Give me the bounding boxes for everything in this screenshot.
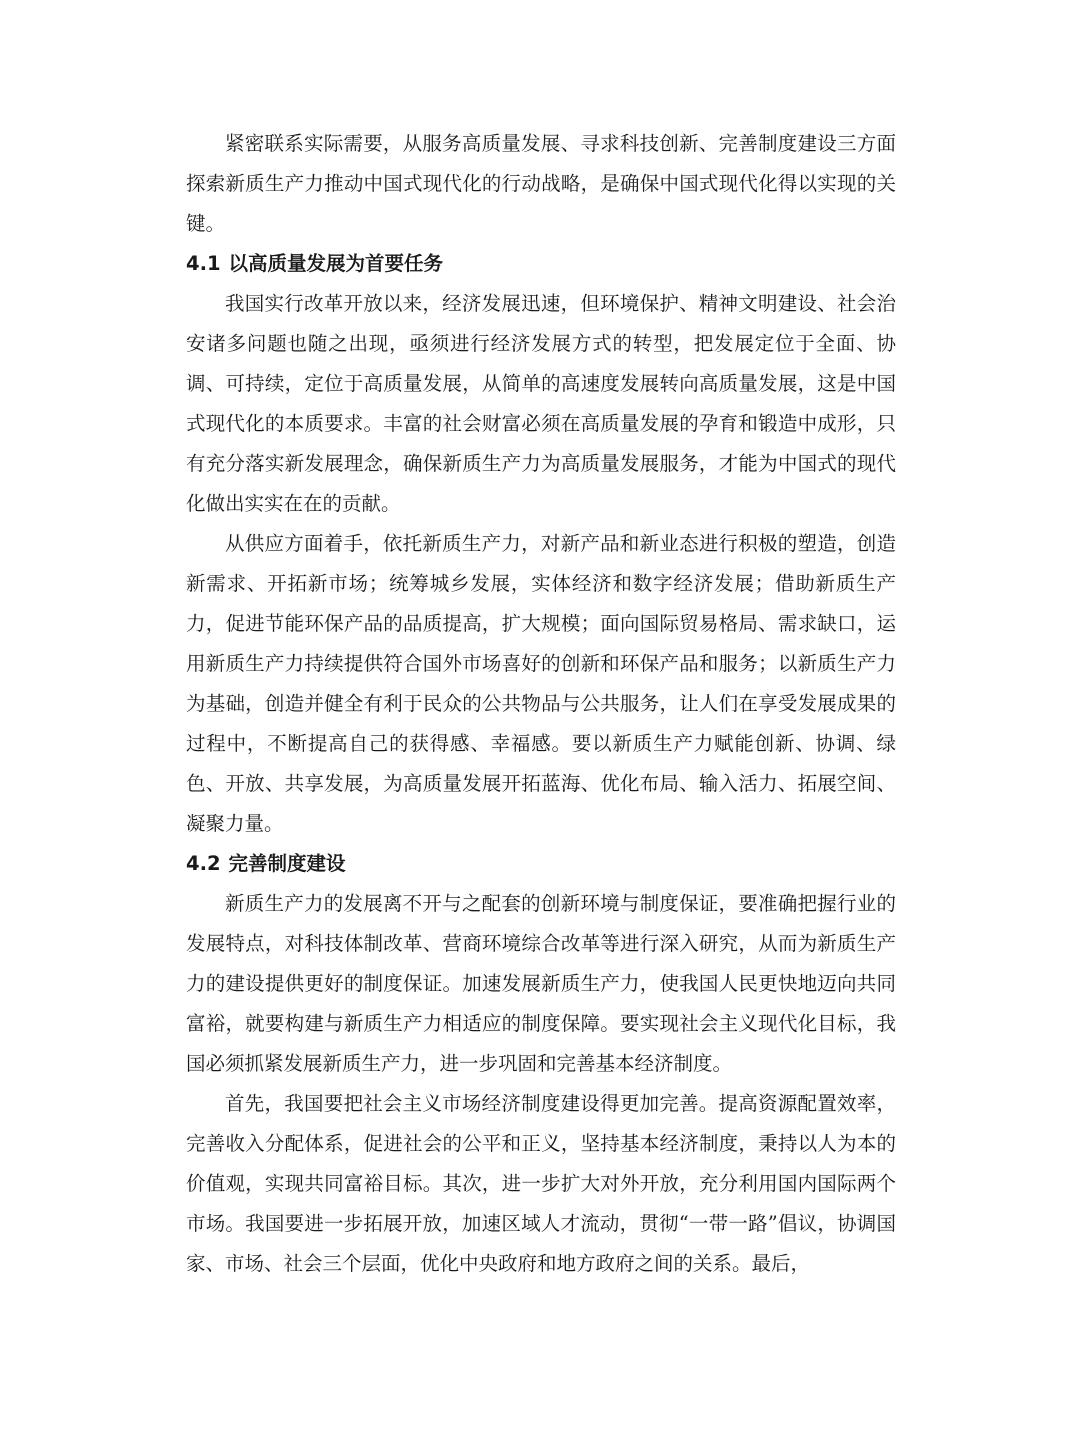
section-title: 完善制度建设 xyxy=(228,852,346,875)
section-number: 4.1 xyxy=(186,252,221,275)
section-4-2-paragraph-2: 首先，我国要把社会主义市场经济制度建设得更加完善。提高资源配置效率，完善收入分配体系，促进社会的公平和正义，坚持基本经济制度，秉持以人为本的价值观，实现共同富裕目标。其次，进一步扩大对外开放，充分利用国内国际两个市场。我国要进一步拓展开放，加速区域人才流动，贯彻“一带一路”倡议，协调国家、市场、社会三个层面，优化中央政府和地方政府之间的关系。最后， xyxy=(186,1092,896,1275)
section-4-1-paragraph-2: 从供应方面着手，依托新质生产力，对新产品和新业态进行积极的塑造，创造新需求、开拓新市场；统筹城乡发展，实体经济和数字经济发展；借助新质生产力，促进节能环保产品的品质提高，扩大规模；面向国际贸易格局、需求缺口，运用新质生产力持续提供符合国外市场喜好的创新和环保产品和服务；以新质生产力为基础，创造并健全有利于民众的公共物品与公共服务，让人们在享受发展成果的过程中，不断提高自己的获得感、幸福感。要以新质生产力赋能创新、协调、绿色、开放、共享发展，为高质量发展开拓蓝海、优化布局、输入活力、拓展空间、凝聚力量。 xyxy=(186,532,896,835)
document-page xyxy=(186,124,896,1284)
section-4-2-paragraph-1: 新质生产力的发展离不开与之配套的创新环境与制度保证，要准确把握行业的发展特点，对科技体制改革、营商环境综合改革等进行深入研究，从而为新质生产力的建设提供更好的制度保证。加速发展新质生产力，使我国人民更快地迈向共同富裕，就要构建与新质生产力相适应的制度保障。要实现社会主义现代化目标，我国必须抓紧发展新质生产力，进一步巩固和完善基本经济制度。 xyxy=(186,892,896,1075)
section-heading-4-1 xyxy=(186,244,896,284)
section-number: 4.2 xyxy=(186,852,221,875)
section-heading-4-2 xyxy=(186,844,896,884)
section-4-1-paragraph-1: 我国实行改革开放以来，经济发展迅速，但环境保护、精神文明建设、社会治安诸多问题也随之出现，亟须进行经济发展方式的转型，把发展定位于全面、协调、可持续，定位于高质量发展，从简单的高速度发展转向高质量发展，这是中国式现代化的本质要求。丰富的社会财富必须在高质量发展的孕育和锻造中成形，只有充分落实新发展理念，确保新质生产力为高质量发展服务，才能为中国式的现代化做出实实在在的贡献。 xyxy=(186,292,896,515)
section-title: 以高质量发展为首要任务 xyxy=(228,252,444,275)
intro-paragraph: 紧密联系实际需要，从服务高质量发展、寻求科技创新、完善制度建设三方面探索新质生产力推动中国式现代化的行动战略，是确保中国式现代化得以实现的关键。 xyxy=(186,132,896,235)
